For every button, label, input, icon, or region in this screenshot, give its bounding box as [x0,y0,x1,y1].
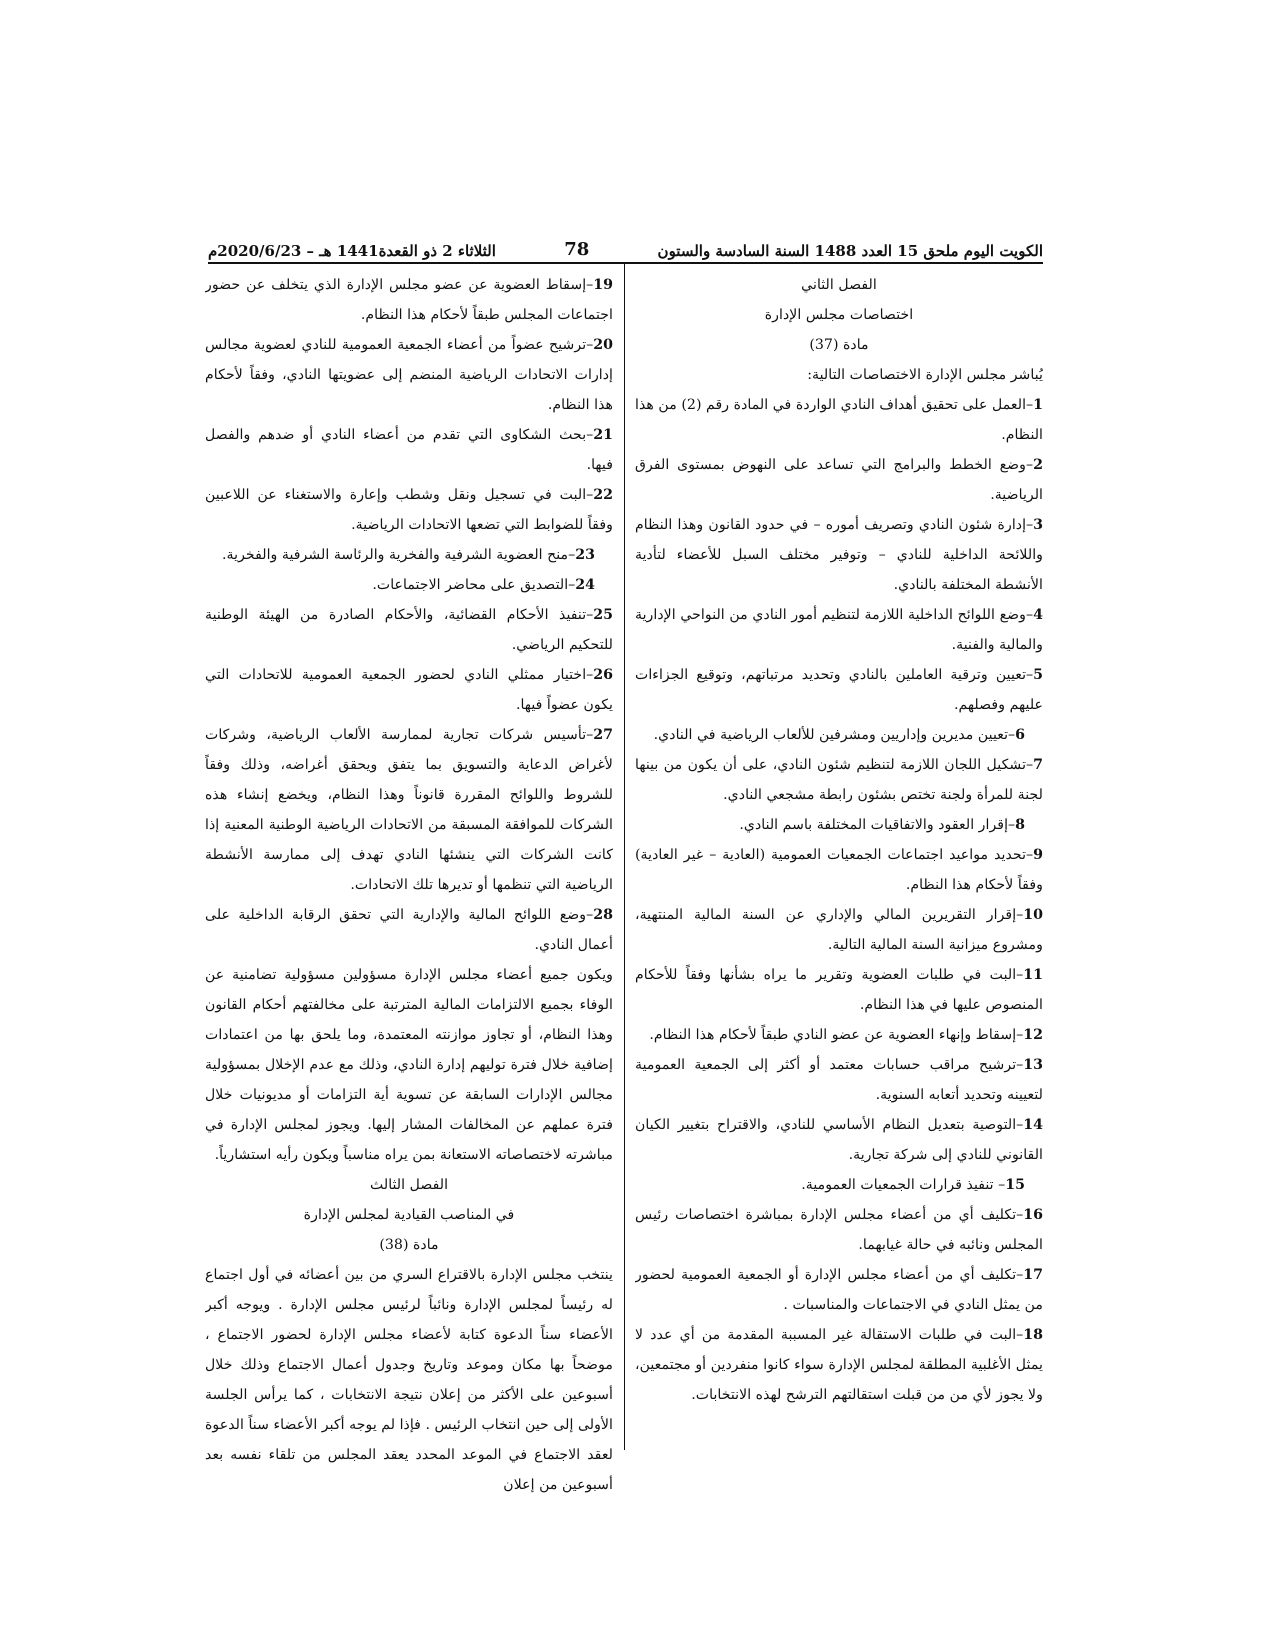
list-item: 28–وضع اللوائح المالية والإدارية التي تحقق الرقابة الداخلية على أعمال النادي. [205,907,613,953]
list-item: 15– تنفيذ قرارات الجمعيات العمومية. [801,1177,1025,1193]
list-item: 25–تنفيذ الأحكام القضائية، والأحكام الصادرة من الهيئة الوطنية للتحكيم الرياضي. [205,607,613,653]
article-intro: يُباشر مجلس الإدارة الاختصاصات التالية: [807,367,1043,383]
list-item: 1–العمل على تحقيق أهداف النادي الواردة في المادة رقم (2) من هذا النظام. [635,397,1043,443]
article-heading: مادة (37) [809,337,869,353]
article-body: ينتخب مجلس الإدارة بالاقتراع السري من بين أعضائه في أول اجتماع له رئيساً لمجلس الإدارة ونائباً لرئيس مجلس الإدارة . ويوجه أكبر الأعضاء سناً الدعوة كتابة لأعضاء مجلس الإدارة لحضور الاجتماع ، موضحاً بها مكان وموعد وتاريخ وجدول أعمال الاجتماع وذلك خلال أسبوعين على الأكثر من إعلان نتيجة الانتخابات ، كما يرأس الجلسة الأولى إلى حين انتخاب الرئيس . فإذا لم يوجه أكبر الأعضاء سناً الدعوة لعقد الاجتماع في الموعد المحدد يعقد المجلس من تلقاء نفسه بعد أسبوعين من إعلان [205,1267,613,1493]
list-item: 20–ترشيح عضواً من أعضاء الجمعية العمومية للنادي لعضوية مجالس إدارات الاتحادات الرياضية المنضم إلى عضويتها النادي، وفقاً لأحكام هذا النظام. [205,337,613,413]
header-publication: الكويت اليوم ملحق 15 العدد 1488 السنة السادسة والستون [657,242,1043,260]
items-list-right [635,390,1043,1410]
liability-paragraph: ويكون جميع أعضاء مجلس الإدارة مسؤولين مسؤولية تضامنية عن الوفاء بجميع الالتزامات المالية المترتبة على مخالفتهم أحكام القانون وهذا النظام، أو تجاوز موازنته المعتمدة، وما يلحق بها من اعتمادات إضافية خلال فترة توليهم إدارة النادي، وذلك مع عدم الإخلال بمسؤولية مجالس الإدارات السابقة عن تسوية أية التزامات أو مديونيات خلال فترة عملهم عن المخالفات المشار إليها. ويجوز لمجلس الإدارة في مباشرته لاختصاصاته الاستعانة بمن يراه مناسباً ويكون رأيه استشارياً. [205,967,613,1163]
left-column [205,270,613,1610]
header-date: الثلاثاء 2 ذو القعدة1441 هـ – 2020/6/23م [208,242,496,260]
items-list-left [205,270,613,960]
list-item: 10–إقرار التقريرين المالي والإداري عن السنة المالية المنتهية، ومشروع ميزانية السنة المالية التالية. [635,907,1043,953]
running-header [208,236,1043,264]
list-item: 11–البت في طلبات العضوية وتقرير ما يراه بشأنها وفقاً للأحكام المنصوص عليها في هذا النظام. [635,967,1043,1013]
list-item: 22–البت في تسجيل ونقل وشطب وإعارة والاستغناء عن اللاعبين وفقاً للضوابط التي تضعها الاتحادات الرياضية. [205,487,613,533]
right-column [635,270,1043,1610]
list-item: 9–تحديد مواعيد اجتماعات الجمعيات العمومية (العادية – غير العادية) وفقاً لأحكام هذا النظام. [635,847,1043,893]
list-item: 19–إسقاط العضوية عن عضو مجلس الإدارة الذي يتخلف عن حضور اجتماعات المجلس طبقاً لأحكام هذا النظام. [205,277,613,323]
list-item: 12–إسقاط وإنهاء العضوية عن عضو النادي طبقاً لأحكام هذا النظام. [649,1027,1043,1043]
chapter-subtitle: اختصاصات مجلس الإدارة [764,307,914,323]
list-item: 18–البت في طلبات الاستقالة غير المسببة المقدمة من أي عدد لا يمثل الأغلبية المطلقة لمجلس الإدارة سواء كانوا منفردين أو مجتمعين، ولا يجوز لأي من من قبلت استقالتهم الترشح لهذه الانتخابات. [635,1327,1043,1403]
list-item: 14–التوصية بتعديل النظام الأساسي للنادي، والاقتراح بتغيير الكيان القانوني للنادي إلى شركة تجارية. [635,1117,1043,1163]
list-item: 7–تشكيل اللجان اللازمة لتنظيم شئون النادي، على أن يكون من بينها لجنة للمرأة ولجنة تختص بشئون رابطة مشجعي النادي. [635,757,1043,803]
page-number: 78 [564,239,590,260]
list-item: 23–منح العضوية الشرفية والفخرية والرئاسة الشرفية والفخرية. [222,547,595,563]
list-item: 3–إدارة شئون النادي وتصريف أموره – في حدود القانون وهذا النظام واللائحة الداخلية للنادي – وتوفير مختلف السبل للأعضاء لتأدية الأنشطة المختلفة بالنادي. [635,517,1043,593]
list-item: 24–التصديق على محاضر الاجتماعات. [372,577,595,593]
list-item: 5–تعيين وترقية العاملين بالنادي وتحديد مرتباتهم، وتوقيع الجزاءات عليهم وفصلهم. [635,667,1043,713]
chapter-heading: الفصل الثالث [369,1177,449,1193]
list-item: 6–تعيين مديرين وإداريين ومشرفين للألعاب الرياضية في النادي. [653,727,1025,743]
list-item: 17–تكليف أي من أعضاء مجلس الإدارة أو الجمعية العمومية لحضور من يمثل النادي في الاجتماعات والمناسبات . [635,1267,1043,1313]
list-item: 16–تكليف أي من أعضاء مجلس الإدارة بمباشرة اختصاصات رئيس المجلس ونائبه في حالة غيابهما. [635,1207,1043,1253]
list-item: 26–اختيار ممثلي النادي لحضور الجمعية العمومية للاتحادات التي يكون عضواً فيها. [205,667,613,713]
chapter-heading: الفصل الثاني [801,277,877,293]
list-item: 13–ترشيح مراقب حسابات معتمد أو أكثر إلى الجمعية العمومية لتعيينه وتحديد أتعابه السنوية. [635,1057,1043,1103]
column-divider [624,264,625,1450]
list-item: 21–بحث الشكاوى التي تقدم من أعضاء النادي أو ضدهم والفصل فيها. [205,427,613,473]
list-item: 2–وضع الخطط والبرامج التي تساعد على النهوض بمستوى الفرق الرياضية. [635,457,1043,503]
list-item: 4–وضع اللوائح الداخلية اللازمة لتنظيم أمور النادي من النواحي الإدارية والمالية والفنية. [635,607,1043,653]
list-item: 8–إقرار العقود والاتفاقيات المختلفة باسم النادي. [739,817,1025,833]
chapter-subtitle: في المناصب القيادية لمجلس الإدارة [303,1207,515,1223]
article-heading: مادة (38) [379,1237,439,1253]
list-item: 27–تأسيس شركات تجارية لممارسة الألعاب الرياضية، وشركات لأغراض الدعاية والتسويق بما يتفق ويحقق أغراضه، وذلك وفقاً للشروط واللوائح المقررة قانوناً وهذا النظام، ويخضع إنشاء هذه الشركات للموافقة المسبقة من الاتحادات الرياضية الوطنية المعنية إذا كانت الشركات التي ينشئها النادي تهدف إلى ممارسة الأنشطة الرياضية التي تنظمها أو تديرها تلك الاتحادات. [205,727,613,893]
